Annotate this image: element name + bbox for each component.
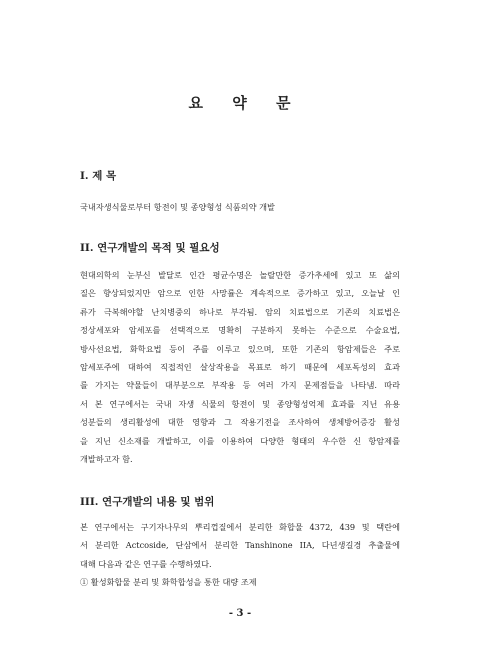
body-line: 개발하고자 함. bbox=[80, 453, 133, 464]
body-line: 질은 향상되었지만 암으로 인한 사망률은 계속적으로 증가하고 있고, 오늘날 인 bbox=[80, 288, 400, 299]
section-2-heading: II. 연구개발의 목적 및 필요성 bbox=[80, 242, 220, 254]
section-1-heading: I. 제 목 bbox=[80, 170, 117, 182]
body-line: 을 지닌 신소재를 개발하고, 이를 이용하여 다양한 형태의 우수한 신 항암제를 bbox=[80, 435, 400, 446]
body-line: 서 분리한 Actcoside, 단삼에서 분리한 Tanshinone IIA, 다년생길경 추출물에 bbox=[80, 540, 400, 551]
page-title: 요 약 문 bbox=[188, 94, 292, 112]
section-1-text: 국내자생식물로부터 항전이 및 종양형성 식품의약 개발 bbox=[80, 202, 275, 212]
section-3-heading: III. 연구개발의 내용 및 범위 bbox=[80, 496, 215, 508]
body-line: 서 본 연구에서는 국내 자생 식물의 항전이 및 종양형성억제 효과를 지닌 유용 bbox=[80, 398, 400, 409]
page-number: - 3 - bbox=[228, 608, 252, 619]
body-line: 정상세포와 암세포를 선택적으로 명확히 구분하지 못하는 수준으로 수술요법, bbox=[80, 325, 400, 336]
body-line: 대해 다음과 같은 연구를 수행하였다. bbox=[80, 558, 212, 569]
body-line: 성분들의 생리활성에 대한 영향과 그 작용기전을 조사하여 생체방어증강 활성 bbox=[80, 417, 400, 428]
body-line: 류가 극복해야할 난치병중의 하나로 부각됨. 암의 치료법으로 기존의 치료법은 bbox=[80, 306, 400, 317]
body-line: 현대의학의 눈부신 발달로 인간 평균수명은 놀랄만한 증가추세에 있고 또 삶의 bbox=[80, 270, 400, 280]
body-line: 를 가지는 약물들이 대부분으로 부작용 등 여러 가지 문제점들을 나타냄. 따라 bbox=[80, 380, 400, 391]
section-3-body bbox=[80, 518, 400, 592]
body-line: ① 활성화합물 분리 및 화학합성을 통한 대량 조제 bbox=[80, 577, 257, 588]
body-line: 암세포주에 대하여 직접적인 살상작용을 목표로 하기 때문에 세포독성의 효과 bbox=[80, 361, 400, 372]
section-2-body bbox=[80, 266, 400, 468]
body-line: 방사선요법, 화학요법 등이 주를 이루고 있으며, 또한 기존의 항암제들은 주로 bbox=[80, 343, 400, 354]
body-line: 본 연구에서는 구기자나무의 뿌리껍질에서 분리한 화합물 4372, 439 및 택란에 bbox=[80, 522, 400, 532]
